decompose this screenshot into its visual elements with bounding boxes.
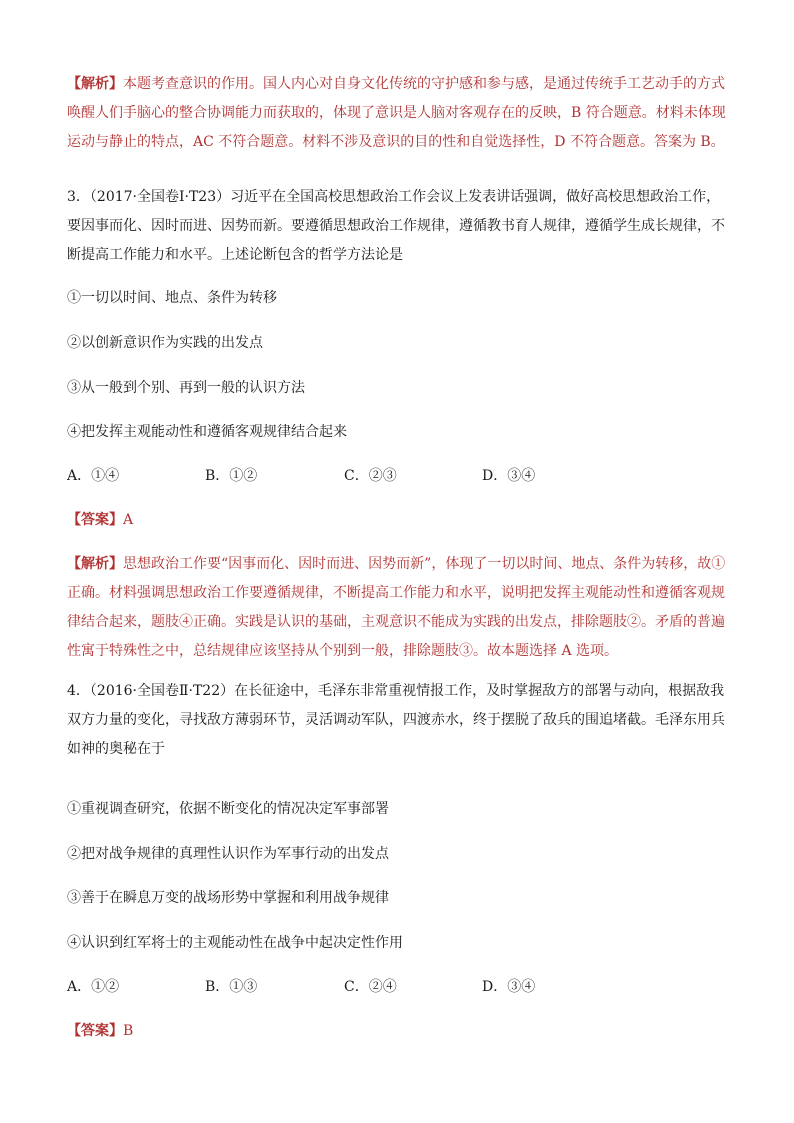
question-3-stem: 3．（2017·全国卷Ⅰ·T23）习近平在全国高校思想政治工作会议上发表讲话强调，做好高校思想政治工作，要因事而化、因时而进、因势而新。要遵循思想政治工作规律，遵循教书育人规律，遵循学生成长规律，不断提高工作能力和水平。上述论断包含的哲学方法论是	[67, 189, 725, 263]
q3-item-3: ③从一般到个别、再到一般的认识方法	[67, 380, 305, 396]
q3-item-1: ①一切以时间、地点、条件为转移	[67, 290, 277, 306]
q4-option-b[interactable]: B．①③	[205, 979, 258, 995]
q3-option-d[interactable]: D．③④	[482, 468, 536, 484]
q4-option-c[interactable]: C．②④	[344, 979, 397, 995]
q4-item-4: ④认识到红军将士的主观能动性在战争中起决定性作用	[67, 935, 403, 951]
q4-item-1: ①重视调查研究，依据不断变化的情况决定军事部署	[67, 801, 389, 817]
question-4-stem: 4．（2016·全国卷Ⅱ·T22）在长征途中，毛泽东非常重视情报工作，及时掌握敌方的部署与动向，根据敌我双方力量的变化，寻找敌方薄弱环节，灵活调动军队，四渡赤水，终于摆脱了敌兵的围追堵截。毛泽东用兵如神的奥秘在于	[67, 683, 725, 757]
answer-value: B	[123, 1023, 134, 1039]
analysis-tag: 【解析】	[67, 76, 123, 92]
q4-item-2: ②把对战争规律的真理性认识作为军事行动的出发点	[67, 846, 389, 862]
q3-item-4: ④把发挥主观能动性和遵循客观规律结合起来	[67, 424, 347, 440]
q4-item-3: ③善于在瞬息万变的战场形势中掌握和利用战争规律	[67, 890, 389, 906]
analysis-block-prev	[67, 70, 727, 157]
answer-value: A	[123, 512, 134, 528]
analysis-text: 本题考查意识的作用。国人内心对自身文化传统的守护感和参与感，是通过传统手工艺动手的方式唤醒人们手脑心的整合协调能力而获取的，体现了意识是人脑对客观存在的反映，B 符合题意。材料未体现运动与静止的特点，AC 不符合题意。材料不涉及意识的目的性和自觉选择性，D 不符合题意。答案为 B。	[67, 76, 726, 150]
q4-option-a[interactable]: A．①②	[67, 979, 120, 995]
analysis-text: 思想政治工作要“因事而化、因时而进、因势而新”，体现了一切以时间、地点、条件为转移，故①正确。材料强调思想政治工作要遵循规律，不断提高工作能力和水平，说明把发挥主观能动性和遵循客观规律结合起来，题肢④正确。实践是认识的基础，主观意识不能成为实践的出发点，排除题肢②。矛盾的普遍性寓于特殊性之中，总结规律应该坚持从个别到一般，排除题肢③。故本题选择 A 选项。	[67, 556, 726, 659]
q3-option-c[interactable]: C．②③	[344, 468, 397, 484]
analysis-tag: 【解析】	[67, 556, 123, 572]
q3-analysis	[67, 550, 727, 666]
q4-answer	[67, 1021, 133, 1041]
answer-tag: 【答案】	[67, 1023, 123, 1039]
q3-option-b[interactable]: B．①②	[205, 468, 258, 484]
q3-answer	[67, 510, 133, 530]
q3-item-2: ②以创新意识作为实践的出发点	[67, 335, 263, 351]
q4-option-d[interactable]: D．③④	[482, 979, 536, 995]
q3-option-a[interactable]: A．①④	[67, 468, 120, 484]
answer-tag: 【答案】	[67, 512, 123, 528]
